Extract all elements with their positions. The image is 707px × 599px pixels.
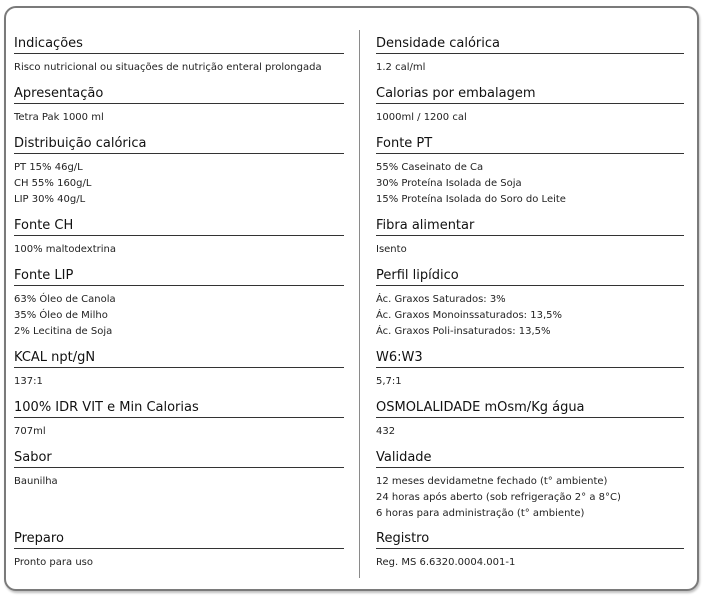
section-title: Sabor	[14, 450, 344, 468]
section-title: Distribuição calórica	[14, 136, 344, 154]
section-line: 432	[376, 426, 396, 437]
section-osmolalidade-mosm-kg-agua	[376, 400, 684, 440]
section-distribuicao-calorica	[14, 136, 344, 208]
section-validade	[376, 450, 684, 522]
section-title: Fibra alimentar	[376, 218, 684, 236]
section-line: Pronto para uso	[14, 557, 93, 568]
section-line: 15% Proteína Isolada do Soro do Leite	[376, 194, 566, 205]
section-line: Isento	[376, 244, 407, 255]
section-line: 30% Proteína Isolada de Soja	[376, 178, 522, 189]
section-title: Perfil lipídico	[376, 268, 684, 286]
section-apresentacao	[14, 86, 344, 126]
section-line: Ác. Graxos Poli-insaturados: 13,5%	[376, 326, 551, 337]
section-body	[14, 160, 344, 208]
section-densidade-calorica	[376, 36, 684, 76]
section-body	[14, 555, 344, 571]
section-line: 100% maltodextrina	[14, 244, 116, 255]
section-title: OSMOLALIDADE mOsm/Kg água	[376, 400, 684, 418]
section-sabor	[14, 450, 344, 490]
section-title: Densidade calórica	[376, 36, 684, 54]
section-title: 100% IDR VIT e Min Calorias	[14, 400, 344, 418]
section-body	[14, 110, 344, 126]
section-body	[14, 374, 344, 390]
section-title: W6:W3	[376, 350, 684, 368]
section-title: Calorias por embalagem	[376, 86, 684, 104]
section-line: 5,7:1	[376, 376, 402, 387]
section-line: 137:1	[14, 376, 43, 387]
section-line: Baunilha	[14, 476, 58, 487]
section-perfil-lipidico	[376, 268, 684, 340]
section-title: KCAL npt/gN	[14, 350, 344, 368]
section-line: 707ml	[14, 426, 46, 437]
section-line: PT 15% 46g/L	[14, 162, 83, 173]
section-title: Fonte LIP	[14, 268, 344, 286]
section-body	[14, 242, 344, 258]
section-title: Fonte CH	[14, 218, 344, 236]
section-indicacoes	[14, 36, 344, 76]
section-line: Ác. Graxos Saturados: 3%	[376, 294, 506, 305]
section-body	[376, 474, 684, 522]
section-preparo	[14, 531, 344, 571]
section-kcal-npt-gn	[14, 350, 344, 390]
section-body	[376, 242, 684, 258]
section-title: Preparo	[14, 531, 344, 549]
section-fibra-alimentar	[376, 218, 684, 258]
section-body	[376, 110, 684, 126]
section-fonte-lip	[14, 268, 344, 340]
section-body	[14, 424, 344, 440]
section-line: 1.2 cal/ml	[376, 62, 426, 73]
section-line: 2% Lecitina de Soja	[14, 326, 113, 337]
section-calorias-por-embalagem	[376, 86, 684, 126]
section-line: 6 horas para administração (t° ambiente)	[376, 508, 585, 519]
section-100-idr-vit-e-min-calorias	[14, 400, 344, 440]
section-body	[376, 160, 684, 208]
section-title: Validade	[376, 450, 684, 468]
section-line: 24 horas após aberto (sob refrigeração 2° a 8°C)	[376, 492, 621, 503]
column-divider	[359, 30, 360, 578]
section-line: Tetra Pak 1000 ml	[14, 112, 104, 123]
section-line: 63% Óleo de Canola	[14, 294, 116, 305]
section-fonte-ch	[14, 218, 344, 258]
section-line: CH 55% 160g/L	[14, 178, 92, 189]
section-line: Risco nutricional ou situações de nutrição enteral prolongada	[14, 62, 322, 73]
section-body	[14, 60, 344, 76]
section-body	[376, 292, 684, 340]
section-line: Ác. Graxos Monoinssaturados: 13,5%	[376, 310, 562, 321]
section-body	[376, 374, 684, 390]
section-title: Indicações	[14, 36, 344, 54]
section-body	[376, 60, 684, 76]
section-line: 55% Caseinato de Ca	[376, 162, 484, 173]
section-registro	[376, 531, 684, 571]
section-title: Fonte PT	[376, 136, 684, 154]
section-body	[14, 292, 344, 340]
section-fonte-pt	[376, 136, 684, 208]
section-w6-w3	[376, 350, 684, 390]
section-line: Reg. MS 6.6320.0004.001-1	[376, 557, 516, 568]
section-body	[14, 474, 344, 490]
section-line: 35% Óleo de Milho	[14, 310, 108, 321]
section-line: 12 meses devidametne fechado (t° ambiente)	[376, 476, 608, 487]
section-line: LIP 30% 40g/L	[14, 194, 86, 205]
section-title: Registro	[376, 531, 684, 549]
section-body	[376, 424, 684, 440]
section-title: Apresentação	[14, 86, 344, 104]
section-line: 1000ml / 1200 cal	[376, 112, 467, 123]
section-body	[376, 555, 684, 571]
